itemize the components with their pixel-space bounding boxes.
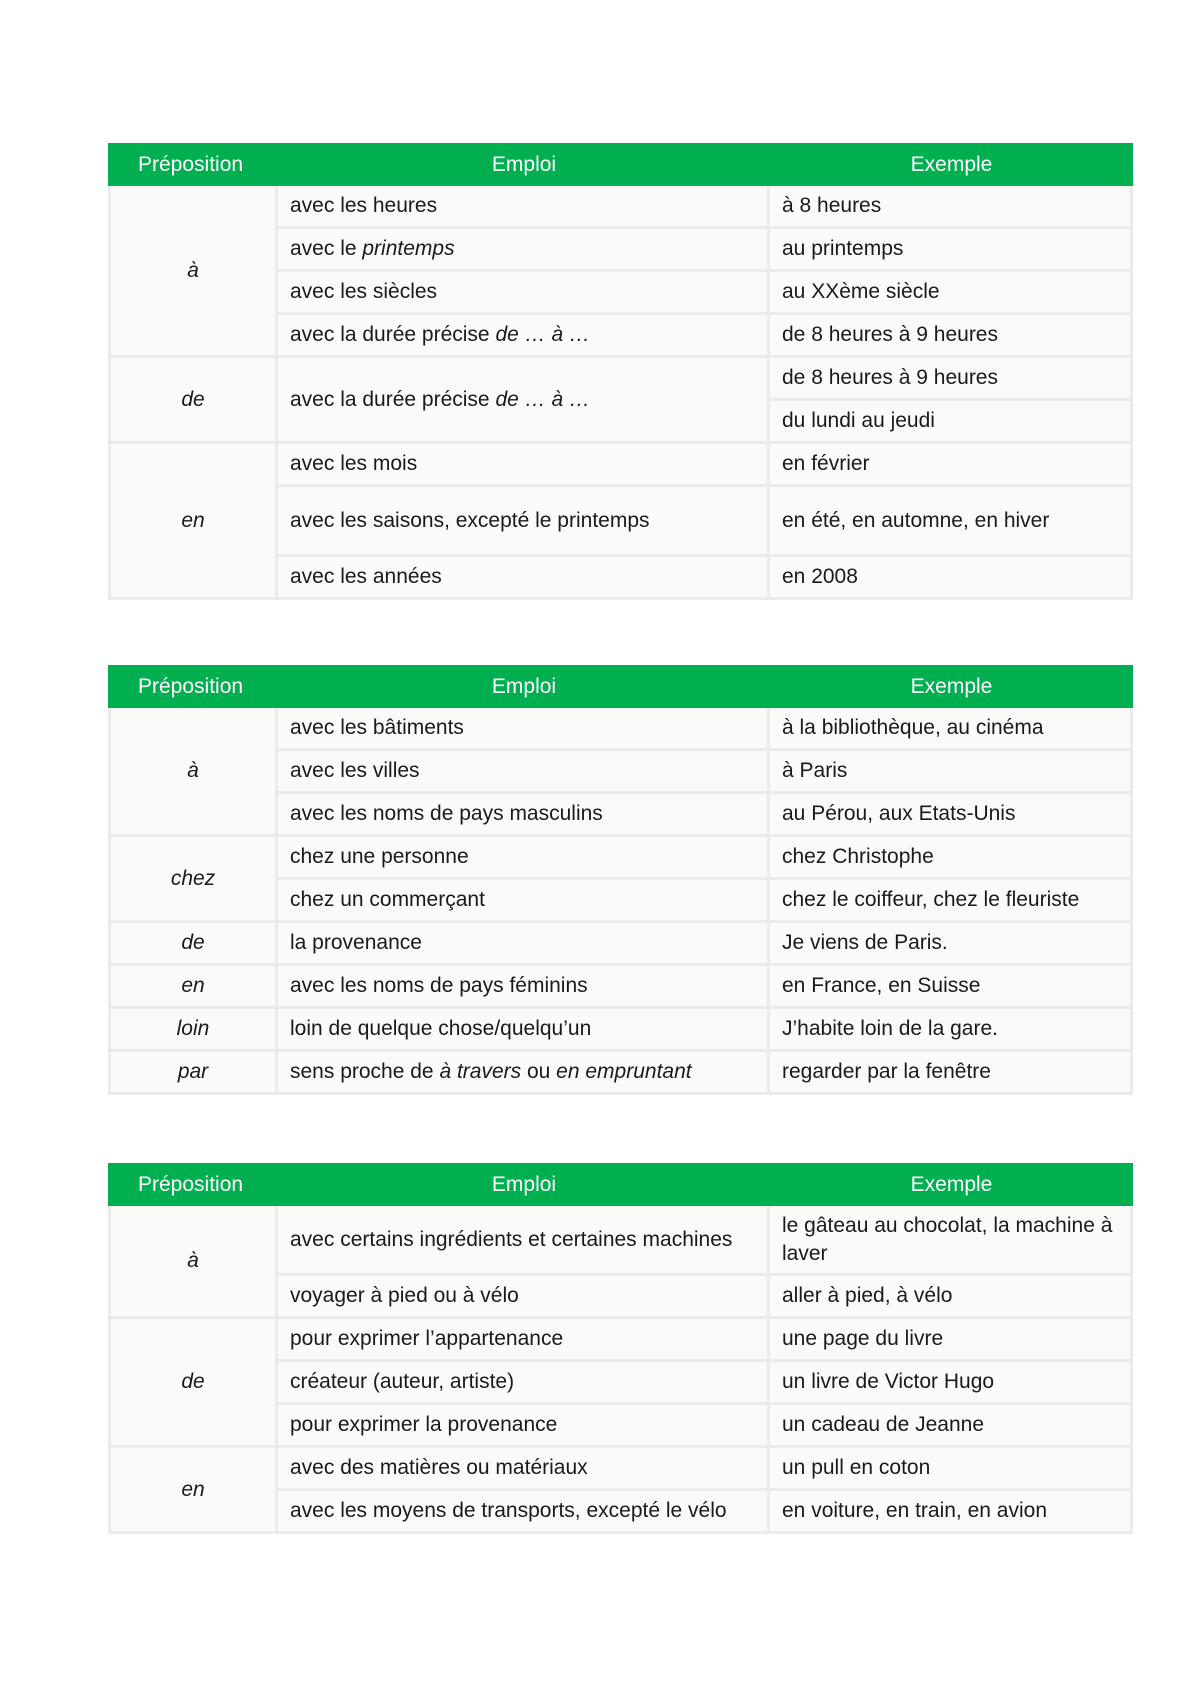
- table-row: [108, 444, 1133, 487]
- emploi-cell: avec les mois: [278, 444, 770, 487]
- exemple-cell: en février: [770, 444, 1133, 487]
- exemple-cell: chez Christophe: [770, 837, 1133, 880]
- preposition-table-place: [108, 665, 1133, 1095]
- table-row: [108, 1052, 1133, 1095]
- preposition-cell: en: [108, 966, 278, 1009]
- emploi-cell: la provenance: [278, 923, 770, 966]
- table-row: [108, 1206, 1133, 1276]
- preposition-table-other: [108, 1163, 1133, 1534]
- exemple-cell: à Paris: [770, 751, 1133, 794]
- table-row: [108, 837, 1133, 880]
- emploi-cell: chez une personne: [278, 837, 770, 880]
- exemple-cell: au Pérou, aux Etats-Unis: [770, 794, 1133, 837]
- table-row: [108, 186, 1133, 229]
- emploi-cell: [278, 1052, 770, 1095]
- emploi-italic: de … à …: [495, 323, 590, 346]
- preposition-cell: chez: [108, 837, 278, 923]
- exemple-cell: en France, en Suisse: [770, 966, 1133, 1009]
- header-preposition: Préposition: [108, 143, 278, 186]
- emploi-cell: avec les villes: [278, 751, 770, 794]
- table-header-row: [108, 665, 1133, 708]
- exemple-cell: un livre de Victor Hugo: [770, 1362, 1133, 1405]
- emploi-cell: avec certains ingrédients et certaines machines: [278, 1206, 770, 1276]
- emploi-text: ou: [521, 1060, 557, 1083]
- emploi-text: sens proche de: [290, 1060, 440, 1083]
- preposition-cell: de: [108, 1319, 278, 1448]
- table-row: [108, 1009, 1133, 1052]
- exemple-cell: Je viens de Paris.: [770, 923, 1133, 966]
- header-emploi: Emploi: [278, 1163, 770, 1206]
- preposition-cell: en: [108, 444, 278, 600]
- emploi-cell: avec les années: [278, 557, 770, 600]
- emploi-text: avec le: [290, 237, 363, 260]
- exemple-cell: en été, en automne, en hiver: [770, 487, 1133, 557]
- preposition-cell: à: [108, 186, 278, 358]
- preposition-cell: de: [108, 923, 278, 966]
- exemple-cell: une page du livre: [770, 1319, 1133, 1362]
- emploi-cell: avec les saisons, excepté le printemps: [278, 487, 770, 557]
- header-emploi: Emploi: [278, 665, 770, 708]
- exemple-cell: au printemps: [770, 229, 1133, 272]
- table-row: [108, 1319, 1133, 1362]
- emploi-cell: loin de quelque chose/quelqu’un: [278, 1009, 770, 1052]
- header-preposition: Préposition: [108, 1163, 278, 1206]
- exemple-cell: à 8 heures: [770, 186, 1133, 229]
- emploi-cell: chez un commerçant: [278, 880, 770, 923]
- emploi-italic: en empruntant: [556, 1060, 692, 1083]
- exemple-cell: chez le coiffeur, chez le fleuriste: [770, 880, 1133, 923]
- exemple-cell: à la bibliothèque, au cinéma: [770, 708, 1133, 751]
- emploi-text: avec la durée précise: [290, 387, 496, 411]
- emploi-cell: pour exprimer la provenance: [278, 1405, 770, 1448]
- emploi-cell: avec les bâtiments: [278, 708, 770, 751]
- emploi-cell: avec les moyens de transports, excepté le vélo: [278, 1491, 770, 1534]
- emploi-italic: printemps: [362, 237, 455, 260]
- emploi-cell: avec les noms de pays féminins: [278, 966, 770, 1009]
- emploi-italic: de … à …: [495, 387, 590, 411]
- exemple-cell: en voiture, en train, en avion: [770, 1491, 1133, 1534]
- header-preposition: Préposition: [108, 665, 278, 708]
- exemple-cell: du lundi au jeudi: [770, 401, 1133, 444]
- exemple-cell: regarder par la fenêtre: [770, 1052, 1133, 1095]
- emploi-cell: pour exprimer l’appartenance: [278, 1319, 770, 1362]
- exemple-cell: en 2008: [770, 557, 1133, 600]
- exemple-cell: J’habite loin de la gare.: [770, 1009, 1133, 1052]
- emploi-text: avec la durée précise: [290, 323, 496, 346]
- exemple-cell: un cadeau de Jeanne: [770, 1405, 1133, 1448]
- emploi-cell: [278, 315, 770, 358]
- preposition-cell: par: [108, 1052, 278, 1095]
- emploi-cell: créateur (auteur, artiste): [278, 1362, 770, 1405]
- emploi-cell: avec des matières ou matériaux: [278, 1448, 770, 1491]
- emploi-cell: voyager à pied ou à vélo: [278, 1276, 770, 1319]
- emploi-cell: avec les siècles: [278, 272, 770, 315]
- exemple-cell: de 8 heures à 9 heures: [770, 315, 1133, 358]
- exemple-cell: de 8 heures à 9 heures: [770, 358, 1133, 401]
- table-row: [108, 358, 1133, 401]
- exemple-cell: le gâteau au chocolat, la machine à laver: [770, 1206, 1133, 1276]
- header-emploi: Emploi: [278, 143, 770, 186]
- table-row: [108, 966, 1133, 1009]
- header-exemple: Exemple: [770, 665, 1133, 708]
- table-row: [108, 708, 1133, 751]
- header-exemple: Exemple: [770, 143, 1133, 186]
- emploi-cell: avec les heures: [278, 186, 770, 229]
- preposition-cell: à: [108, 1206, 278, 1319]
- preposition-cell: à: [108, 708, 278, 837]
- preposition-cell: loin: [108, 1009, 278, 1052]
- exemple-cell: au XXème siècle: [770, 272, 1133, 315]
- table-row: [108, 1448, 1133, 1491]
- emploi-cell: avec les noms de pays masculins: [278, 794, 770, 837]
- table-header-row: [108, 1163, 1133, 1206]
- emploi-cell: [278, 229, 770, 272]
- preposition-cell: en: [108, 1448, 278, 1534]
- table-header-row: [108, 143, 1133, 186]
- header-exemple: Exemple: [770, 1163, 1133, 1206]
- exemple-cell: aller à pied, à vélo: [770, 1276, 1133, 1319]
- table-row: [108, 923, 1133, 966]
- preposition-cell: de: [108, 358, 278, 444]
- emploi-italic: à travers: [439, 1060, 522, 1083]
- emploi-cell: [278, 358, 770, 444]
- preposition-table-time: [108, 143, 1133, 600]
- exemple-cell: un pull en coton: [770, 1448, 1133, 1491]
